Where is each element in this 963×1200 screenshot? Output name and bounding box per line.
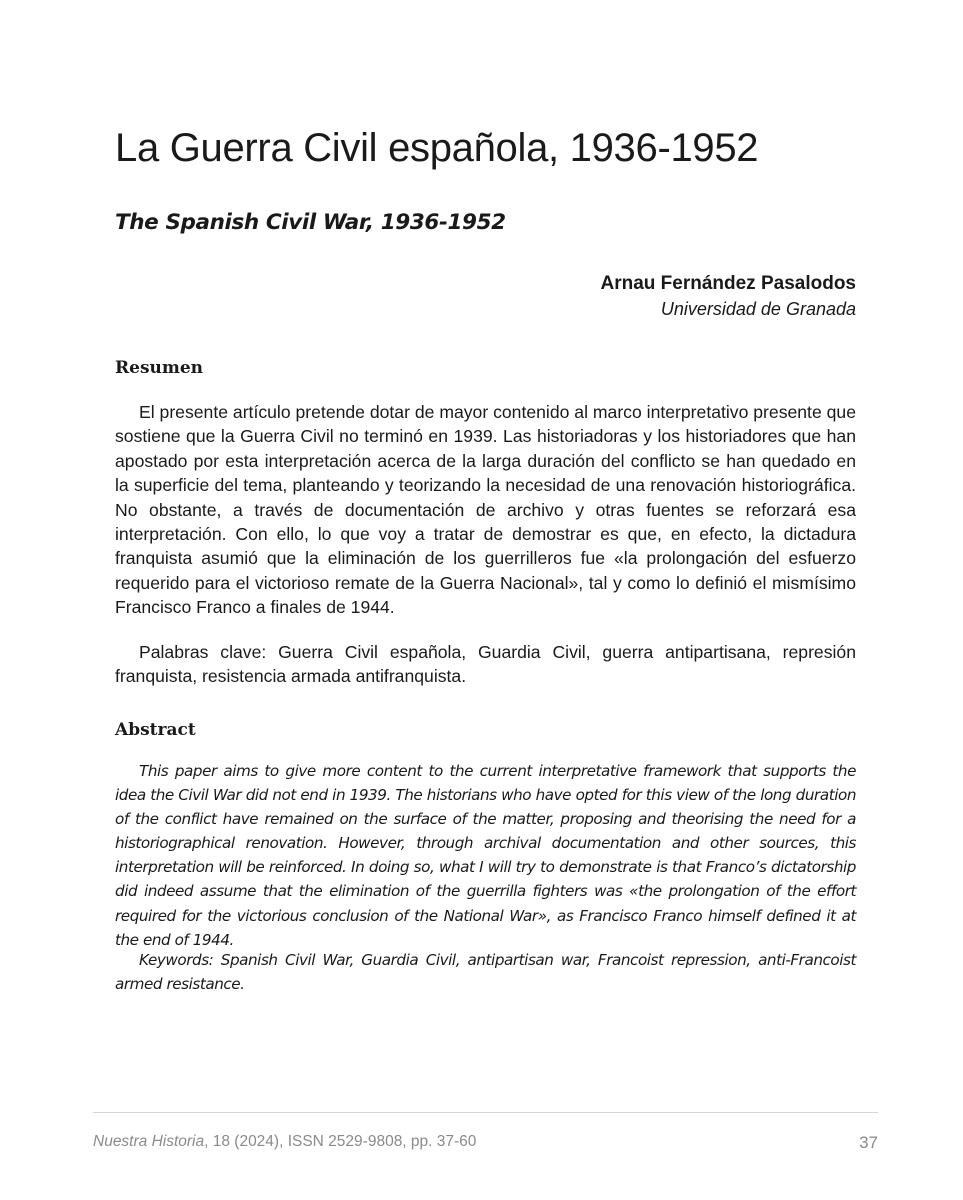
- abstract-heading: Abstract: [115, 720, 196, 740]
- resumen-body: El presente artículo pretende dotar de mayor contenido al marco interpretativo presente que sostiene que la Guerra Civil no terminó en 1939. Las historiadoras y los historiadores que han apostado por esta interpretación acerca de la larga duración del conflicto se han quedado en la superficie del tema, planteando y teorizando la necesidad de una renovación historiográfica. No obstante, a través de documentación de archivo y otras fuentes se reforzará esa interpretación. Con ello, lo que voy a tratar de demostrar es que, en efecto, la dictadura franquista asumió que la eliminación de los guerrilleros fue «la prolongación del esfuerzo requerido para el victorioso remate de la Guerra Nacional», tal y como lo definió el mismísimo Francisco Franco a finales de 1944.: [115, 402, 856, 618]
- resumen-heading: Resumen: [115, 358, 204, 378]
- author-block: [600, 271, 856, 321]
- article-title: La Guerra Civil española, 1936-1952: [115, 126, 759, 170]
- page-number: 37: [859, 1133, 878, 1152]
- resumen-keywords: Palabras clave: Guerra Civil española, Guardia Civil, guerra antipartisana, represión franquista, resistencia armada antifranquista.: [115, 642, 856, 687]
- footer-divider: [93, 1112, 878, 1113]
- abstract-body: This paper aims to give more content to the current interpretative framework that supports the idea the Civil War did not end in 1939. The historians who have opted for this view of the long duration of the conflict have remained on the surface of the matter, proposing and theorising the need for a historiographical renovation. However, through archival documentation and other sources, this interpretation will be reinforced. In doing so, what I will try to demonstrate is that Franco’s dictatorship did indeed assume that the elimination of the guerrilla fighters was «the prolongation of the effort required for the victorious conclusion of the National War», as Francisco Franco himself defined it at the end of 1944.: [115, 762, 856, 949]
- author-name: Arnau Fernández Pasalodos: [600, 273, 856, 294]
- article-subtitle: The Spanish Civil War, 1936-1952: [115, 210, 506, 235]
- citation-details: , 18 (2024), ISSN 2529-9808, pp. 37-60: [204, 1133, 477, 1150]
- author-affiliation: Universidad de Granada: [660, 299, 856, 319]
- journal-name: Nuestra Historia: [93, 1133, 205, 1150]
- footer-citation: [93, 1133, 476, 1151]
- abstract-keywords: Keywords: Spanish Civil War, Guardia Civil, antipartisan war, Francoist repression, anti-Francoist armed resistance.: [115, 951, 856, 994]
